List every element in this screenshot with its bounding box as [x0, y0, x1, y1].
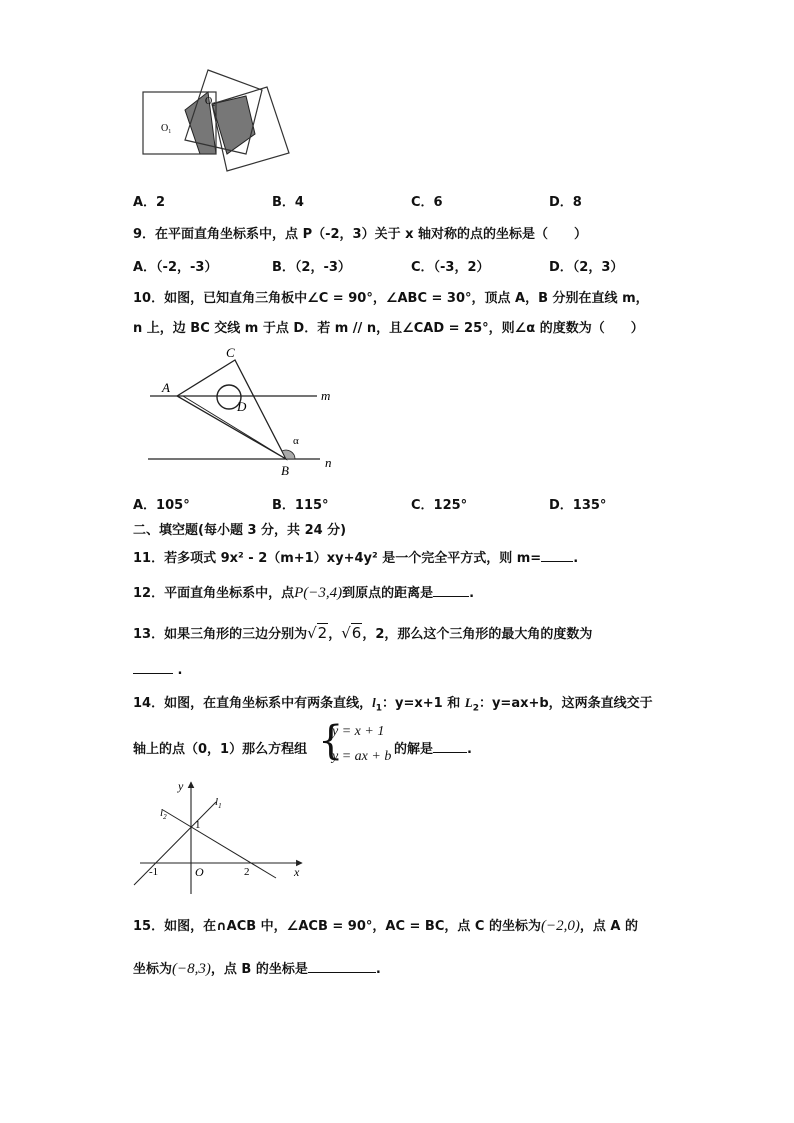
q12-period: .: [469, 586, 475, 601]
q11-prompt: 11．若多项式 9x² - 2（m+1）xy+4y² 是一个完全平方式，则 m=: [133, 551, 542, 566]
q14-eq1: y = x + 1: [332, 724, 385, 739]
label-d: D: [237, 399, 247, 414]
q9-option-c: C．（-3，2）: [411, 260, 490, 275]
q14-line2-post: 的解是 .: [394, 742, 472, 757]
q15-line2: 坐标为(−8,3)，点 B 的坐标是 .: [133, 961, 381, 977]
q15-line2-pre: 坐标为: [133, 962, 173, 977]
q8-option-a: A．2: [133, 195, 166, 210]
q14-L2-eq: ：y=ax+b，这两条直线交于: [478, 696, 653, 711]
q12-text: [133, 582, 474, 602]
label-l1: $l_1$: [215, 796, 222, 810]
label-b: B: [281, 463, 289, 478]
q9-option-a: A．（-2，-3）: [133, 260, 218, 275]
q14-l1-eq: ：y=x+1 和: [381, 696, 465, 711]
label-l2: $l_2$: [160, 807, 167, 821]
q14-l1-label: l: [372, 695, 376, 710]
q11-answer-blank[interactable]: [541, 550, 573, 562]
q10-option-a: A．105°: [133, 498, 190, 513]
q15-a-coord: (−8,3): [172, 961, 211, 977]
label-c: C: [226, 345, 235, 360]
sqrt-6: √6: [341, 624, 362, 642]
q15-line1: [133, 915, 638, 935]
q8-figure: [135, 62, 305, 177]
q13-answer-line: [133, 662, 182, 678]
q13-pre: 13．如果三角形的三边分别为: [133, 627, 308, 642]
label-alpha: α: [293, 435, 299, 447]
q14-L2-label: L: [464, 695, 473, 710]
section-2-title: 二、填空题(每小题 3 分，共 24 分): [133, 523, 347, 538]
q14-line2-pre: 轴上的点（0，1）那么方程组: [133, 742, 308, 757]
q12-answer-blank[interactable]: [433, 585, 469, 597]
q9-option-d: D．（2，3）: [549, 260, 624, 275]
line-l1: [134, 802, 216, 885]
q13-period: .: [173, 663, 183, 678]
q14-system-brace: {: [318, 718, 344, 764]
label-o2: $O_2$: [205, 96, 216, 108]
q10-option-b: B．115°: [272, 498, 329, 513]
q14-eq2: y = ax + b: [332, 749, 392, 764]
q14-line1: [133, 692, 653, 714]
q9-option-b: B．（2，-3）: [272, 260, 351, 275]
label-y: y: [178, 779, 184, 793]
label-m: m: [321, 388, 331, 403]
q10-option-d: D．135°: [549, 498, 607, 513]
q10-figure: [145, 340, 355, 480]
label-a: A: [162, 380, 170, 395]
label-two: 2: [244, 866, 250, 878]
q14-answer-blank[interactable]: [433, 741, 467, 753]
label-x: x: [294, 865, 300, 879]
q13-answer-blank[interactable]: [133, 662, 173, 674]
label-one: 1: [195, 819, 201, 831]
label-origin: O: [195, 865, 204, 879]
sqrt-2: √2: [307, 624, 328, 642]
q14-L2-sub: 2: [472, 703, 479, 714]
q13-text: 13．如果三角形的三边分别为√2，√6，2，那么这个三角形的最大角的度数为: [133, 624, 593, 642]
label-neg1: -1: [149, 866, 159, 878]
q14-line1-pre: 14．如图，在直角坐标系中有两条直线，: [133, 696, 373, 711]
q11-text: [133, 547, 578, 566]
q8-option-c: C．6: [411, 195, 443, 210]
triangle-inner-edge: [183, 396, 281, 456]
q14-figure: [128, 778, 313, 898]
q8-option-d: D．8: [549, 195, 582, 210]
q9-text: 9．在平面直角坐标系中，点 P（-2，3）关于 x 轴对称的点的坐标是（ ）: [133, 227, 588, 242]
q12-post: 到原点的距离是: [342, 586, 434, 601]
q10-option-c: C．125°: [411, 498, 468, 513]
q12-pre: 12．平面直角坐标系中，点: [133, 586, 295, 601]
q15-line2-post: ，点 B 的坐标是: [210, 962, 308, 977]
triangle-abc: [177, 360, 286, 459]
q15-line1-post: ，点 A 的: [579, 919, 638, 934]
q15-c-coord: (−2,0): [540, 918, 580, 934]
q15-line1-pre: 15．如图，在∩ACB 中，∠ACB = 90°，AC = BC，点 C 的坐标为: [133, 919, 541, 934]
q10-line2: n 上，边 BC 交线 m 于点 D．若 m // n，且∠CAD = 25°，则∠α 的度数为（ ）: [133, 321, 644, 336]
q14-l1-sub: 1: [375, 703, 382, 714]
q10-line1: 10．如图，已知直角三角板中∠C = 90°，∠ABC = 30°，顶点 A，B 分别在直线 m，: [133, 291, 649, 306]
q13-post: ，2，那么这个三角形的最大角的度数为: [362, 627, 593, 642]
label-o1: $O_1$: [161, 123, 172, 135]
label-n: n: [325, 455, 332, 470]
line-l2: [163, 810, 276, 878]
q15-answer-blank[interactable]: [308, 961, 376, 973]
q12-point: P(−3,4): [294, 585, 343, 601]
q11-period: .: [573, 551, 579, 566]
q8-option-b: B．4: [272, 195, 304, 210]
